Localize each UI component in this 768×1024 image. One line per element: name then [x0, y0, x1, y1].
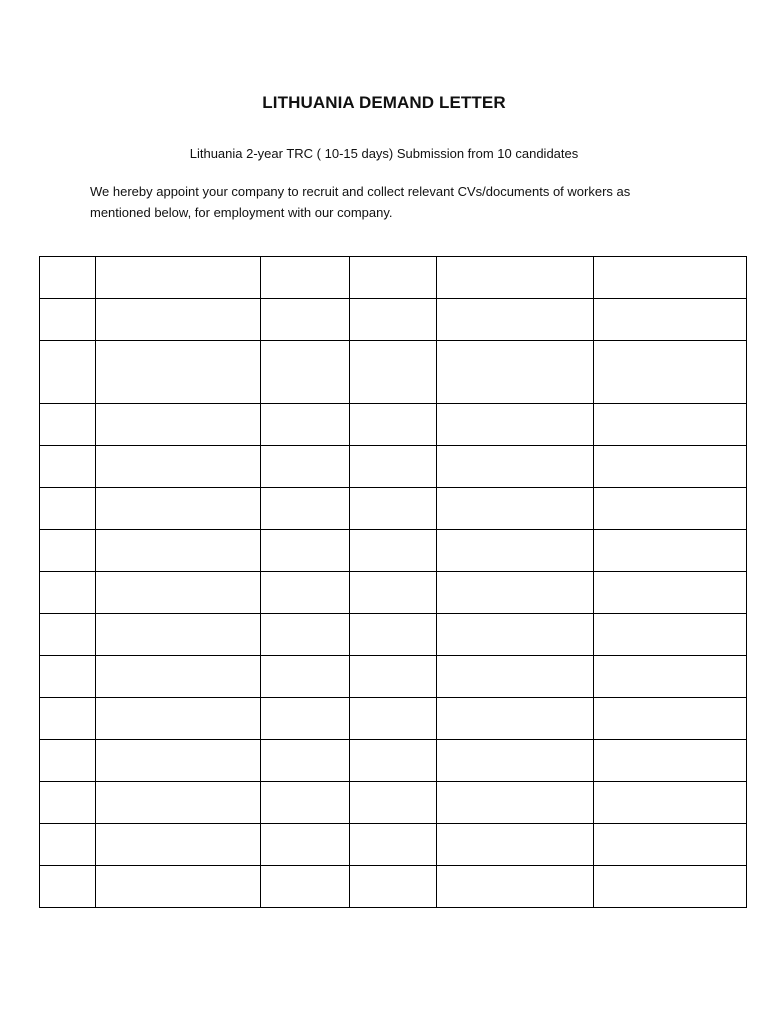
- table-cell[interactable]: [261, 257, 350, 299]
- table-cell[interactable]: [350, 299, 437, 341]
- table-cell[interactable]: [261, 341, 350, 404]
- table-cell[interactable]: [437, 656, 594, 698]
- table-row: [40, 614, 747, 656]
- table-row: [40, 404, 747, 446]
- table-body: [40, 257, 747, 908]
- table-cell[interactable]: [350, 740, 437, 782]
- table-cell[interactable]: [96, 824, 261, 866]
- table-row: [40, 782, 747, 824]
- table-cell[interactable]: [437, 404, 594, 446]
- table-cell[interactable]: [437, 614, 594, 656]
- table-cell[interactable]: [350, 530, 437, 572]
- table-cell[interactable]: [594, 782, 747, 824]
- table-row: [40, 824, 747, 866]
- table-cell[interactable]: [261, 698, 350, 740]
- table-cell[interactable]: [96, 341, 261, 404]
- table-cell[interactable]: [261, 572, 350, 614]
- table-cell[interactable]: [96, 740, 261, 782]
- table-row: [40, 488, 747, 530]
- table-cell[interactable]: [96, 530, 261, 572]
- table-cell[interactable]: [40, 404, 96, 446]
- table-cell[interactable]: [40, 614, 96, 656]
- table-cell[interactable]: [96, 257, 261, 299]
- table-cell[interactable]: [261, 530, 350, 572]
- table-row: [40, 341, 747, 404]
- demand-table: [39, 256, 747, 908]
- table-row: [40, 572, 747, 614]
- table-cell[interactable]: [261, 446, 350, 488]
- table-row: [40, 257, 747, 299]
- table-cell[interactable]: [594, 656, 747, 698]
- table-cell[interactable]: [350, 572, 437, 614]
- table-cell[interactable]: [594, 404, 747, 446]
- table-cell[interactable]: [96, 488, 261, 530]
- table-row: [40, 299, 747, 341]
- table-row: [40, 698, 747, 740]
- table-cell[interactable]: [96, 698, 261, 740]
- table-cell[interactable]: [350, 341, 437, 404]
- table-cell[interactable]: [350, 257, 437, 299]
- table-row: [40, 446, 747, 488]
- table-cell[interactable]: [40, 656, 96, 698]
- table-cell[interactable]: [594, 740, 747, 782]
- table-cell[interactable]: [40, 698, 96, 740]
- table-cell[interactable]: [437, 299, 594, 341]
- table-cell[interactable]: [96, 572, 261, 614]
- table-cell[interactable]: [261, 488, 350, 530]
- table-row: [40, 740, 747, 782]
- table-cell[interactable]: [594, 572, 747, 614]
- table-cell[interactable]: [40, 299, 96, 341]
- table-cell[interactable]: [437, 446, 594, 488]
- table-cell[interactable]: [40, 257, 96, 299]
- table-cell[interactable]: [594, 614, 747, 656]
- table-cell[interactable]: [40, 446, 96, 488]
- table-cell[interactable]: [96, 299, 261, 341]
- table-cell[interactable]: [594, 341, 747, 404]
- table-cell[interactable]: [594, 257, 747, 299]
- table-cell[interactable]: [261, 656, 350, 698]
- table-cell[interactable]: [96, 404, 261, 446]
- table-cell[interactable]: [350, 866, 437, 908]
- table-cell[interactable]: [261, 866, 350, 908]
- table-cell[interactable]: [350, 782, 437, 824]
- table-cell[interactable]: [40, 530, 96, 572]
- table-cell[interactable]: [437, 572, 594, 614]
- table-cell[interactable]: [350, 698, 437, 740]
- table-cell[interactable]: [96, 782, 261, 824]
- document-subtitle: Lithuania 2-year TRC ( 10-15 days) Submission from 10 candidates: [189, 146, 579, 161]
- table-cell[interactable]: [261, 299, 350, 341]
- table-cell[interactable]: [40, 782, 96, 824]
- table-cell[interactable]: [96, 866, 261, 908]
- table-cell[interactable]: [96, 614, 261, 656]
- table-cell[interactable]: [40, 341, 96, 404]
- table-cell[interactable]: [437, 782, 594, 824]
- table-cell[interactable]: [594, 299, 747, 341]
- table-cell[interactable]: [594, 446, 747, 488]
- document-title: LITHUANIA DEMAND LETTER: [262, 93, 506, 112]
- table-cell[interactable]: [594, 824, 747, 866]
- table-cell[interactable]: [261, 824, 350, 866]
- table-cell[interactable]: [40, 572, 96, 614]
- table-cell[interactable]: [40, 866, 96, 908]
- table-cell[interactable]: [437, 488, 594, 530]
- table-cell[interactable]: [261, 614, 350, 656]
- table-cell[interactable]: [350, 656, 437, 698]
- table-cell[interactable]: [594, 530, 747, 572]
- table-cell[interactable]: [437, 341, 594, 404]
- table-cell[interactable]: [40, 740, 96, 782]
- table-cell[interactable]: [40, 824, 96, 866]
- table-cell[interactable]: [350, 824, 437, 866]
- table-cell[interactable]: [96, 446, 261, 488]
- table-cell[interactable]: [437, 740, 594, 782]
- table-cell[interactable]: [437, 530, 594, 572]
- table-cell[interactable]: [40, 488, 96, 530]
- table-cell[interactable]: [437, 824, 594, 866]
- table-cell[interactable]: [594, 698, 747, 740]
- table-cell[interactable]: [437, 257, 594, 299]
- table-row: [40, 656, 747, 698]
- table-cell[interactable]: [437, 698, 594, 740]
- table-cell[interactable]: [594, 488, 747, 530]
- table-row: [40, 530, 747, 572]
- document-paragraph: We hereby appoint your company to recruit and collect relevant CVs/documents of workers as mentioned below, for employment with our company.: [90, 184, 631, 220]
- table-cell[interactable]: [350, 614, 437, 656]
- table-cell[interactable]: [261, 404, 350, 446]
- table-cell[interactable]: [96, 656, 261, 698]
- table-cell[interactable]: [261, 740, 350, 782]
- table-cell[interactable]: [350, 488, 437, 530]
- table-cell[interactable]: [350, 404, 437, 446]
- table-cell[interactable]: [437, 866, 594, 908]
- table-row: [40, 866, 747, 908]
- table-cell[interactable]: [594, 866, 747, 908]
- table-cell[interactable]: [350, 446, 437, 488]
- table-cell[interactable]: [261, 782, 350, 824]
